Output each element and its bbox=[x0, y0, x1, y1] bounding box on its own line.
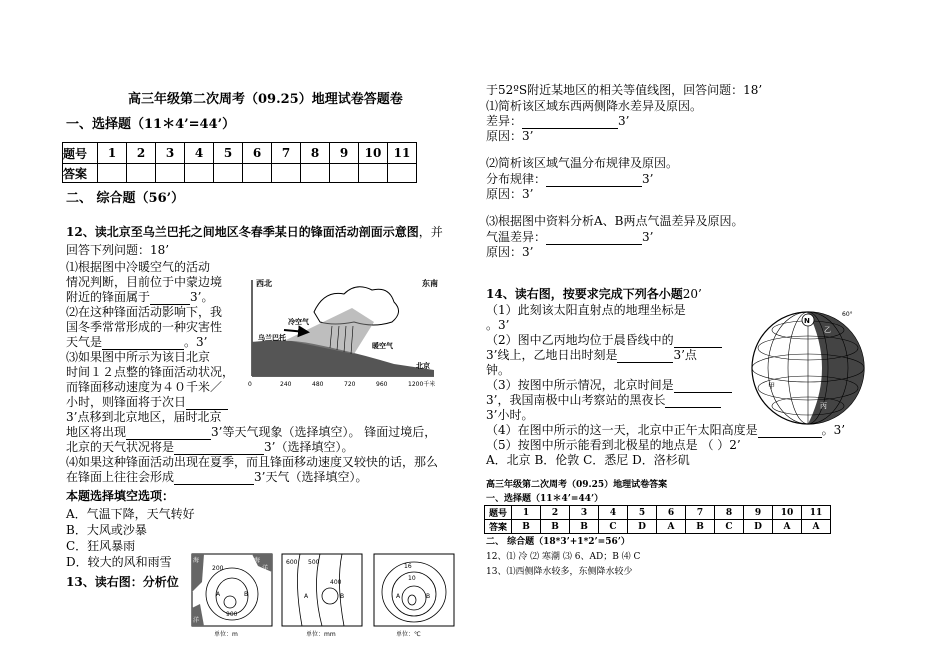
answer-blank[interactable] bbox=[150, 293, 190, 305]
x-tick-label: 960 bbox=[376, 381, 388, 388]
svg-text:单位：m: 单位：m bbox=[214, 631, 238, 638]
svg-text:A: A bbox=[216, 591, 221, 598]
answer-key-letter: B bbox=[570, 520, 599, 534]
contour-map-elevation bbox=[192, 554, 272, 638]
question-number: 4 bbox=[185, 143, 214, 164]
q14-part1: 。3’ bbox=[486, 318, 510, 332]
answer-key-letter: A bbox=[773, 520, 802, 534]
answer-key-number: 9 bbox=[744, 506, 773, 520]
svg-text:10: 10 bbox=[408, 575, 416, 582]
answer-key-letter: B bbox=[686, 520, 715, 534]
q12-part2: 天气是 。3’ bbox=[66, 335, 208, 349]
answer-blank[interactable] bbox=[186, 398, 228, 410]
answer-blank[interactable] bbox=[546, 233, 642, 245]
label-warm-air: 暖空气 bbox=[372, 342, 393, 350]
answer-key-letter: D bbox=[628, 520, 657, 534]
answer-blank[interactable] bbox=[126, 428, 211, 440]
answer-cell[interactable] bbox=[301, 164, 330, 183]
q13-part3-reason: 原因：3’ bbox=[486, 245, 534, 259]
answer-cell[interactable] bbox=[272, 164, 301, 183]
q12-part3: 时间１２点整的锋面活动状况， bbox=[66, 365, 235, 379]
svg-text:500: 500 bbox=[308, 559, 320, 566]
question-number: 6 bbox=[243, 143, 272, 164]
question-number: 1 bbox=[98, 143, 127, 164]
answer-blank[interactable] bbox=[174, 443, 264, 455]
q12-option: A．气温下降，天气转好 bbox=[66, 507, 195, 521]
answer-key-number: 6 bbox=[657, 506, 686, 520]
answer-key-q13: 13、⑴西侧降水较多，东侧降水较少 bbox=[486, 567, 633, 577]
answer-key-answer-label: 答案 bbox=[485, 520, 512, 534]
svg-text:B: B bbox=[244, 591, 249, 598]
answer-cell[interactable] bbox=[359, 164, 388, 183]
answer-key-number: 1 bbox=[512, 506, 541, 520]
question-number: 3 bbox=[156, 143, 185, 164]
answer-key-header-label: 题号 bbox=[485, 506, 512, 520]
q13-stem-cont: 于52ºS附近某地区的相关等值线图，回答问题：18’ bbox=[486, 83, 763, 97]
q12-part3: 3’点移到北京地区，届时北京 bbox=[66, 410, 222, 424]
answer-key-number: 8 bbox=[715, 506, 744, 520]
label-cold-air: 冷空气 bbox=[288, 318, 309, 326]
answer-key-letter: C bbox=[715, 520, 744, 534]
choice-answer-table bbox=[62, 142, 417, 183]
section-comprehensive-heading: 二、 综合题（56’） bbox=[66, 191, 185, 206]
q13-part2: ⑵简析该区域气温分布规律及原因。 bbox=[486, 156, 679, 170]
q14-part3: 3’小时。 bbox=[486, 408, 534, 422]
answer-key-number: 5 bbox=[628, 506, 657, 520]
q14-part3: 3’，我国南极中山考察站的黑夜长 bbox=[486, 393, 721, 408]
answer-key-number: 10 bbox=[773, 506, 802, 520]
svg-text:16: 16 bbox=[404, 563, 412, 570]
svg-text:400: 400 bbox=[330, 579, 342, 586]
svg-text:海: 海 bbox=[254, 557, 261, 564]
svg-text:海: 海 bbox=[193, 557, 200, 564]
answer-blank[interactable] bbox=[546, 175, 642, 187]
q14-part4: （4）在图中所示的这一天，北京中正午太阳高度是 。3’ bbox=[486, 423, 846, 437]
label-degree: 60° bbox=[842, 311, 853, 318]
answer-cell[interactable] bbox=[156, 164, 185, 183]
answer-cell[interactable] bbox=[214, 164, 243, 183]
label-north: N bbox=[804, 317, 810, 325]
q12-part2: 国冬季常常形成的一种灾害性 bbox=[66, 320, 223, 334]
q14-part3: （3）按图中所示情况，北京时间是 bbox=[486, 378, 732, 393]
q13-part2: 分布规律： 3’ bbox=[486, 172, 654, 186]
contour-map-precipitation bbox=[282, 554, 362, 638]
question-number: 9 bbox=[330, 143, 359, 164]
answer-key-number: 7 bbox=[686, 506, 715, 520]
q14-stem: 14、读右图，按要求完成下列各小题20’ bbox=[486, 287, 702, 301]
q12-stem-cont: 回答下列问题：18’ bbox=[66, 243, 170, 257]
q14-part1: （1）此刻该太阳直射点的地理坐标是 bbox=[486, 303, 686, 317]
x-tick-label: 720 bbox=[344, 381, 356, 388]
q12-options-title: 本题选择填空选项： bbox=[66, 489, 175, 503]
svg-text:600: 600 bbox=[286, 559, 298, 566]
q12-stem: 12、读北京至乌兰巴托之间地区冬春季某日的锋面活动剖面示意图，并 bbox=[66, 225, 443, 239]
table-header-label: 题号 bbox=[63, 143, 98, 164]
svg-text:B: B bbox=[426, 593, 431, 600]
answer-key-q12: 12、⑴ 冷 ⑵ 寒潮 ⑶ 6、AD；B ⑷ C bbox=[486, 552, 641, 562]
label-beijing: 北京 bbox=[416, 362, 430, 370]
q14-part2: （2）图中乙丙地均位于晨昏线中的 bbox=[486, 333, 722, 348]
question-number: 2 bbox=[127, 143, 156, 164]
q12-part4: ⑷如果这种锋面活动出现在夏季，而且锋面移动速度又较快的话，那么 bbox=[66, 455, 439, 469]
x-tick-label: 0 bbox=[248, 381, 252, 388]
contour-map-temperature bbox=[374, 554, 454, 638]
label-southeast: 东南 bbox=[422, 279, 438, 288]
x-tick-label: 240 bbox=[280, 381, 292, 388]
question-number: 8 bbox=[301, 143, 330, 164]
answer-key-title: 高三年级第二次周考（09.25）地理试卷答案 bbox=[486, 480, 668, 490]
answer-key-table bbox=[484, 505, 831, 534]
answer-blank[interactable] bbox=[617, 351, 673, 363]
page-title: 高三年级第二次周考（09.25）地理试卷答题卷 bbox=[128, 92, 403, 107]
label-jia: 甲 bbox=[768, 382, 775, 390]
section-choice-heading: 一、选择题（11＊4’=44’） bbox=[66, 117, 236, 132]
answer-key-letter: A bbox=[802, 520, 831, 534]
svg-text:洋: 洋 bbox=[193, 617, 200, 624]
svg-text:900: 900 bbox=[226, 611, 238, 618]
answer-key-number: 11 bbox=[802, 506, 831, 520]
answer-key-number: 3 bbox=[570, 506, 599, 520]
answer-key-letter: C bbox=[599, 520, 628, 534]
q13-part2-reason: 原因：3’ bbox=[486, 187, 534, 201]
q12-option: B．大风或沙暴 bbox=[66, 523, 147, 537]
q13-part1-reason: 原因：3’ bbox=[486, 129, 534, 143]
q13-part1: ⑴简析该区域东西两侧降水差异及原因。 bbox=[486, 99, 703, 113]
q14-part2: 3’线上，乙地日出时刻是 3’点 bbox=[486, 348, 697, 362]
q13-stem: 13、读右图：分析位 bbox=[66, 575, 179, 589]
question-number: 7 bbox=[272, 143, 301, 164]
q12-part1: ⑴根据图中冷暖空气的活动 bbox=[66, 260, 211, 274]
q12-part4: 在锋面上往往会形成 3’天气（选择填空）。 bbox=[66, 470, 368, 484]
q13-part3: ⑶根据图中资料分析A、B两点气温差异及原因。 bbox=[486, 214, 744, 228]
q12-part3: ⑶如果图中所示为该日北京 bbox=[66, 350, 211, 364]
svg-text:200: 200 bbox=[212, 565, 224, 572]
answer-key-letter: A bbox=[657, 520, 686, 534]
answer-blank[interactable] bbox=[522, 117, 618, 129]
answer-cell[interactable] bbox=[185, 164, 214, 183]
answer-blank[interactable] bbox=[174, 473, 254, 485]
q12-part2: ⑵在这种锋面活动影响下，我 bbox=[66, 305, 223, 319]
label-bing: 丙 bbox=[820, 402, 827, 410]
answer-key-section2: 二、 综合题（18*3’+1*2’=56’） bbox=[486, 537, 630, 547]
contour-maps-figure bbox=[190, 552, 470, 640]
label-ulaanbaatar: 乌兰巴托 bbox=[258, 334, 286, 342]
answer-blank[interactable] bbox=[102, 338, 184, 350]
q14-options: A．北京 B．伦敦 C．悉尼 D．洛杉矶 bbox=[486, 453, 690, 467]
answer-cell[interactable] bbox=[127, 164, 156, 183]
q12-part1: 附近的锋面属于 3’。 bbox=[66, 290, 214, 304]
answer-key-section1: 一、选择题（11＊4’=44’） bbox=[486, 494, 604, 504]
answer-blank[interactable] bbox=[665, 396, 721, 408]
answer-cell[interactable] bbox=[388, 164, 417, 183]
svg-text:洋: 洋 bbox=[262, 565, 269, 572]
answer-key-number: 2 bbox=[541, 506, 570, 520]
x-tick-label: 1200千米 bbox=[408, 381, 436, 388]
q12-option: C．狂风暴雨 bbox=[66, 539, 136, 553]
svg-text:A: A bbox=[304, 593, 309, 600]
x-tick-label: 480 bbox=[312, 381, 324, 388]
q14-part2: 钟。 bbox=[486, 363, 511, 377]
answer-blank[interactable] bbox=[674, 336, 722, 348]
svg-text:A: A bbox=[396, 593, 401, 600]
q12-part3: 小时，则锋面将于次日 bbox=[66, 395, 228, 410]
answer-cell[interactable] bbox=[98, 164, 127, 183]
svg-text:单位：mm: 单位：mm bbox=[306, 631, 336, 638]
svg-text:单位：℃: 单位：℃ bbox=[396, 631, 421, 638]
answer-blank[interactable] bbox=[674, 381, 732, 393]
question-number: 11 bbox=[388, 143, 417, 164]
question-number: 10 bbox=[359, 143, 388, 164]
table-answer-label: 答案 bbox=[63, 164, 98, 183]
q14-part5: （5）按图中所示能看到北极星的地点是 （ ）2’ bbox=[486, 438, 741, 452]
svg-text:B: B bbox=[340, 593, 345, 600]
answer-cell[interactable] bbox=[330, 164, 359, 183]
q12-option: D．较大的风和雨雪 bbox=[66, 555, 172, 569]
answer-key-letter: B bbox=[541, 520, 570, 534]
answer-key-letter: B bbox=[512, 520, 541, 534]
front-cross-section-figure bbox=[244, 272, 464, 392]
label-northwest: 西北 bbox=[256, 279, 272, 288]
q12-part1: 情况判断，目前位于中蒙边境 bbox=[66, 275, 223, 289]
q12-part3: 北京的天气状况将是 3’（选择填空）。 bbox=[66, 440, 354, 454]
answer-key-letter: D bbox=[744, 520, 773, 534]
q12-part3: 而锋面移动速度为４０千米／ bbox=[66, 380, 223, 394]
q13-part3: 气温差异： 3’ bbox=[486, 230, 654, 244]
answer-key-number: 4 bbox=[599, 506, 628, 520]
answer-cell[interactable] bbox=[243, 164, 272, 183]
q13-part1: 差异： 3’ bbox=[486, 114, 630, 128]
globe-figure bbox=[746, 286, 870, 456]
question-number: 5 bbox=[214, 143, 243, 164]
label-yi: 乙 bbox=[824, 326, 831, 334]
q12-part3: 地区将出现 3’等天气现象（选择填空）。 锋面过境后， bbox=[66, 425, 437, 439]
